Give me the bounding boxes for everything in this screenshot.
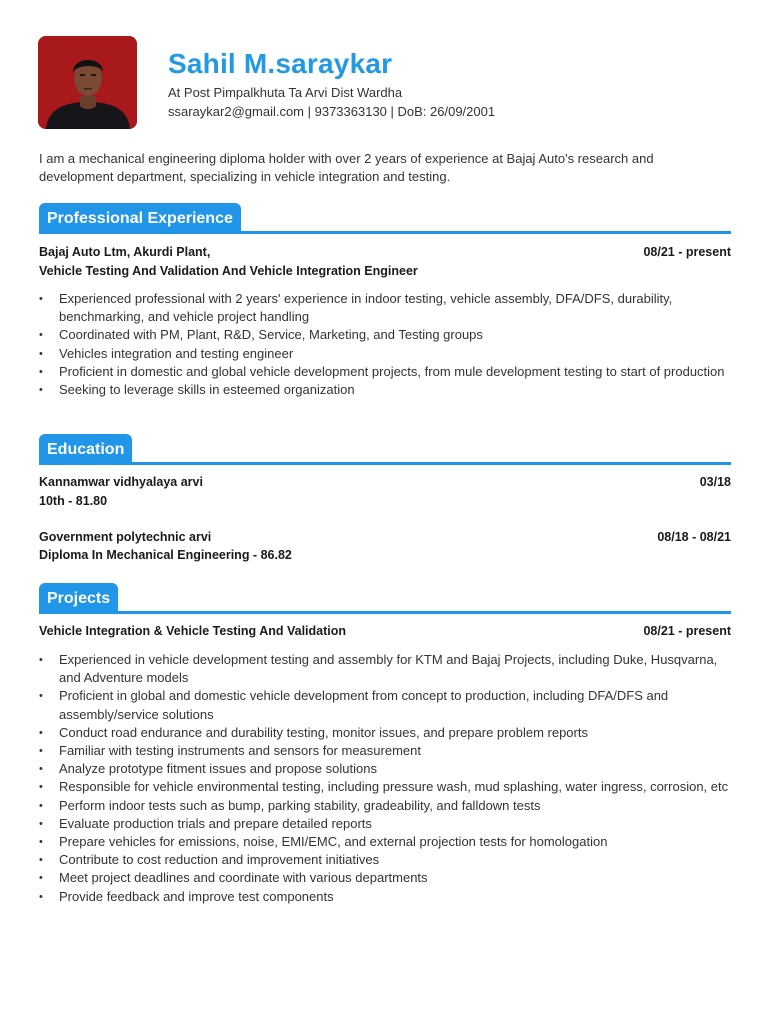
list-item: • Experienced in vehicle development testing and assembly for KTM and Bajaj Projects, including Duke, Husqvarna, and Adventure models xyxy=(39,651,735,687)
list-item: • Evaluate production trials and prepare detailed reports xyxy=(39,815,735,833)
list-item: • Contribute to cost reduction and improvement initiatives xyxy=(39,851,735,869)
list-item: • Responsible for vehicle environmental testing, including pressure wash, mud splashing, water ingress, corrosion, etc xyxy=(39,778,735,796)
list-item: • Seeking to leverage skills in esteemed organization xyxy=(39,381,735,399)
education-date: 08/18 - 08/21 xyxy=(657,530,731,544)
list-item: • Proficient in global and domestic vehicle development from concept to production, including DFA/DFS and assembly/service solutions xyxy=(39,687,735,723)
company-name: Bajaj Auto Ltm, Akurdi Plant, xyxy=(39,245,211,259)
list-item: • Provide feedback and improve test components xyxy=(39,888,735,906)
education-entry-row xyxy=(39,475,731,489)
experience-bullets xyxy=(39,290,735,399)
section-divider xyxy=(39,462,731,465)
person-portrait-icon xyxy=(38,36,137,129)
resume-header xyxy=(38,36,730,130)
section-title: Education xyxy=(39,434,132,465)
education-date: 03/18 xyxy=(699,475,731,489)
project-date: 08/21 - present xyxy=(643,624,731,638)
school-name: Government polytechnic arvi xyxy=(39,530,212,544)
summary-paragraph: I am a mechanical engineering diploma holder with over 2 years of experience at Bajaj Auto's research and development department, specializing in vehicle integration and testing. xyxy=(39,151,654,184)
section-title: Projects xyxy=(39,583,118,614)
section-divider xyxy=(39,611,731,614)
projects-section-header xyxy=(39,583,731,614)
list-item: • Vehicles integration and testing engineer xyxy=(39,345,735,363)
project-title-row xyxy=(39,624,731,638)
job-title: Vehicle Testing And Validation And Vehicle Integration Engineer xyxy=(39,264,418,278)
education-entry-row xyxy=(39,530,731,544)
address: At Post Pimpalkhuta Ta Arvi Dist Wardha xyxy=(168,85,403,100)
list-item: • Proficient in domestic and global vehicle development projects, from mule development testing to start of production xyxy=(39,363,735,381)
profile-photo xyxy=(38,36,137,129)
education-detail: Diploma In Mechanical Engineering - 86.82 xyxy=(39,548,292,562)
school-name: Kannamwar vidhyalaya arvi xyxy=(39,475,203,489)
contact-details: ssaraykar2@gmail.com | 9373363130 | DoB: 26/09/2001 xyxy=(168,104,496,119)
list-item: • Perform indoor tests such as bump, parking stability, gradeability, and falldown tests xyxy=(39,797,735,815)
education-section-header xyxy=(39,434,731,465)
experience-date: 08/21 - present xyxy=(643,245,731,259)
experience-company-row xyxy=(39,245,731,259)
candidate-name: Sahil M.saraykar xyxy=(168,48,393,79)
list-item: • Coordinated with PM, Plant, R&D, Service, Marketing, and Testing groups xyxy=(39,326,735,344)
project-bullets xyxy=(39,651,735,906)
education-detail: 10th - 81.80 xyxy=(39,494,108,508)
list-item: • Meet project deadlines and coordinate with various departments xyxy=(39,869,735,887)
experience-section-header xyxy=(39,203,731,234)
list-item: • Analyze prototype fitment issues and propose solutions xyxy=(39,760,735,778)
list-item: • Conduct road endurance and durability testing, monitor issues, and prepare problem reports xyxy=(39,724,735,742)
list-item: • Familiar with testing instruments and sensors for measurement xyxy=(39,742,735,760)
project-title: Vehicle Integration & Vehicle Testing And Validation xyxy=(39,624,347,638)
section-divider xyxy=(39,231,731,234)
section-title: Professional Experience xyxy=(39,203,241,234)
list-item: • Prepare vehicles for emissions, noise, EMI/EMC, and external projection tests for homologation xyxy=(39,833,735,851)
list-item: • Experienced professional with 2 years' experience in indoor testing, vehicle assembly, DFA/DFS, durability, benchmarking, and vehicle project handling xyxy=(39,290,735,326)
